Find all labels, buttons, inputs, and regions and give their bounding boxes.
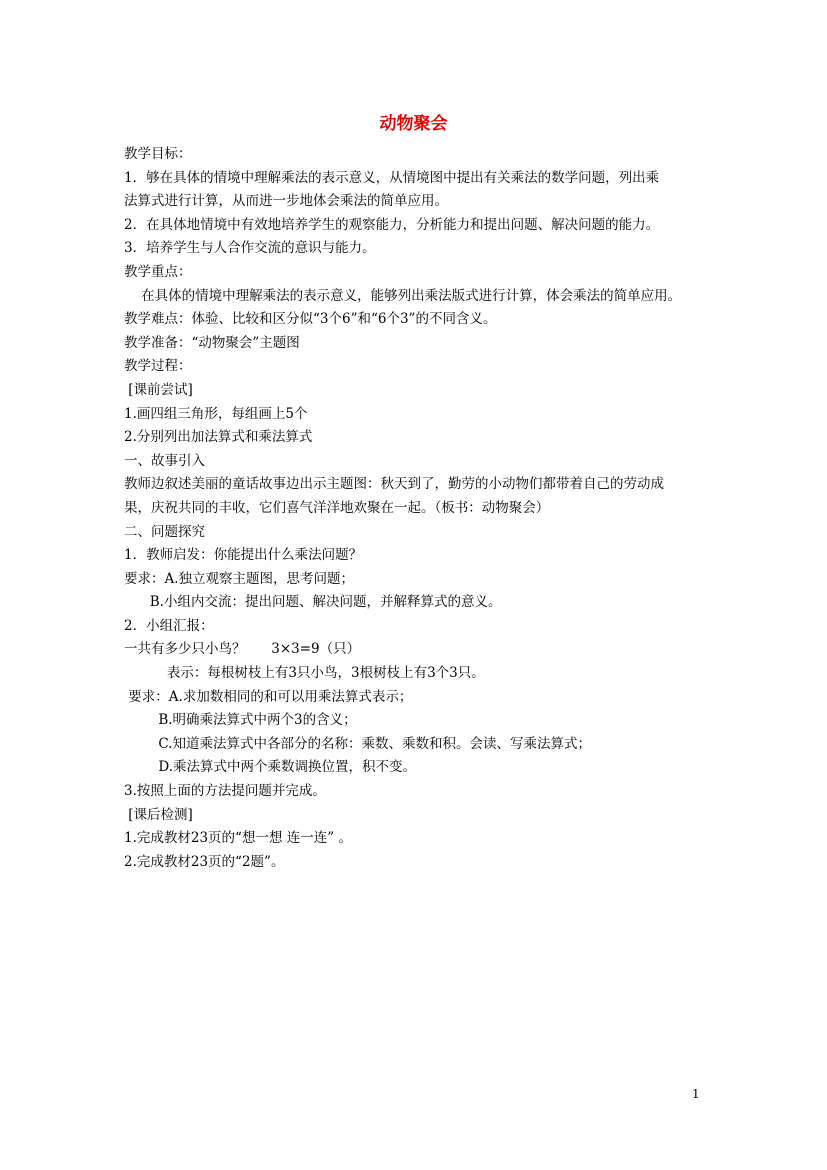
text-line: B.明确乘法算式中两个3的含义； — [124, 712, 357, 729]
text-line: 教学重点： — [124, 263, 192, 280]
text-line: 要求：A.求加数相同的和可以用乘法算式表示； — [124, 688, 413, 705]
text-line: 一共有多少只小鸟？ 3×3=9（只） — [124, 641, 361, 658]
text-line: C.知道乘法算式中各部分的名称：乘数、乘数和积。会读、写乘法算式； — [124, 735, 591, 752]
document-body — [124, 143, 724, 874]
text-line: 2．在具体地情境中有效地培养学生的观察能力，分析能力和提出问题、解决问题的能力。 — [124, 216, 660, 233]
text-line: 1.画四组三角形，每组画上5个 — [124, 405, 308, 422]
text-line: D.乘法算式中两个乘数调换位置，积不变。 — [124, 759, 416, 776]
text-line: 果，庆祝共同的丰收，它们喜气洋洋地欢聚在一起。（板书：动物聚会） — [124, 499, 550, 516]
text-line: 教学难点：体验、比较和区分似“3个6”和“6个3”的不同含义。 — [124, 311, 497, 328]
document-title: 动物聚会 — [379, 114, 448, 134]
text-line: 要求：A.独立观察主题图，思考问题； — [124, 570, 355, 587]
text-line: 1．教师启发：你能提出什么乘法问题？ — [124, 547, 363, 564]
text-line: 2．小组汇报： — [124, 617, 214, 634]
text-line: 2.完成教材23页的“2题”。 — [124, 853, 285, 870]
text-line: 在具体的情境中理解乘法的表示意义，能够列出乘法版式进行计算，体会乘法的简单应用。 — [124, 287, 682, 304]
text-line: B.小组内交流：提出问题、解决问题，并解释算式的意义。 — [124, 594, 502, 611]
text-line: 2.分别列出加法算式和乘法算式 — [124, 429, 313, 446]
text-line: 3.按照上面的方法提问题并完成。 — [124, 783, 326, 800]
text-line: 法算式进行计算，从而进一步地体会乘法的简单应用。 — [124, 193, 448, 210]
page-number: 1 — [692, 1087, 700, 1101]
text-line: 二、问题探究 — [124, 523, 205, 540]
text-line: 表示：每根树枝上有3只小鸟，3根树枝上有3个3只。 — [124, 665, 485, 682]
text-line: [课后检测] — [124, 806, 193, 823]
text-line: 教学准备：“动物聚会”主题图 — [124, 334, 300, 351]
text-line: 教学目标： — [124, 146, 192, 162]
text-line: [课前尝试] — [124, 381, 193, 398]
text-line: 一、故事引入 — [124, 452, 205, 469]
text-line: 1．够在具体的情境中理解乘法的表示意义，从情境图中提出有关乘法的数学问题，列出乘 — [124, 169, 660, 186]
text-line: 1.完成教材23页的“想一想 连一连” 。 — [124, 830, 352, 847]
text-line: 教师边叙述美丽的童话故事边出示主题图：秋天到了，勤劳的小动物们都带着自己的劳动成 — [124, 476, 664, 493]
text-line: 3．培养学生与人合作交流的意识与能力。 — [124, 240, 376, 257]
text-line: 教学过程： — [124, 358, 192, 375]
